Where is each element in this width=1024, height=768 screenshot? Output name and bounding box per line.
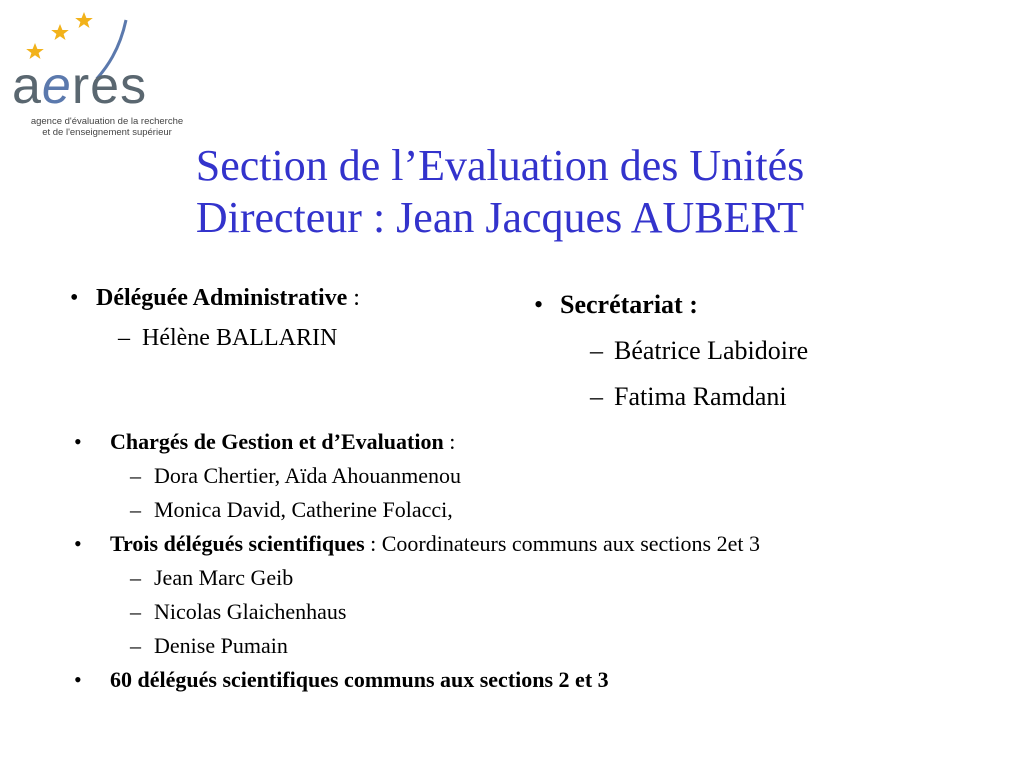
title-line-2: Directeur : Jean Jacques AUBERT <box>195 193 805 242</box>
bullet-symbol: • <box>74 667 82 692</box>
star-icon <box>51 24 69 40</box>
aeres-logo <box>8 8 208 136</box>
list-item: – Denise Pumain <box>130 633 288 658</box>
bullet-trois-delegues: • Trois délégués scientifiques : Coordinateurs communs aux sections 2et 3 <box>74 527 760 561</box>
title-line-1: Section de l’Evaluation des Unités <box>195 141 805 190</box>
list-item: – Fatima Ramdani <box>590 382 787 411</box>
logo-tagline: agence d'évaluation de la recherche et de l'enseignement supérieur <box>30 116 184 138</box>
bullet-symbol: • <box>74 429 82 454</box>
lower-list <box>74 425 760 697</box>
list-item: – Jean Marc Geib <box>130 565 294 590</box>
bullet-secretariat: • Secrétariat : <box>534 282 808 328</box>
bullet-symbol: • <box>534 290 544 319</box>
list-item: – Béatrice Labidoire <box>590 336 809 365</box>
left-column <box>70 282 360 354</box>
list-item: – Nicolas Glaichenhaus <box>130 599 347 624</box>
list-item: – Hélène BALLARIN <box>118 325 338 351</box>
list-item: – Monica David, Catherine Folacci, <box>130 497 453 522</box>
bullet-60-delegues: • 60 délégués scientifiques communs aux sections 2 et 3 <box>74 663 760 697</box>
bullet-delegue-administrative: • Déléguée Administrative : <box>70 282 360 314</box>
star-icon <box>75 12 93 28</box>
bullet-charges-gestion: • Chargés de Gestion et d’Evaluation : <box>74 425 760 459</box>
list-item: – Dora Chertier, Aïda Ahouanmenou <box>130 463 462 488</box>
right-column <box>534 282 808 420</box>
bullet-symbol: • <box>70 285 79 311</box>
logo-wordmark: aeres <box>12 57 148 115</box>
bullet-symbol: • <box>74 531 82 556</box>
page-title <box>0 140 1000 244</box>
